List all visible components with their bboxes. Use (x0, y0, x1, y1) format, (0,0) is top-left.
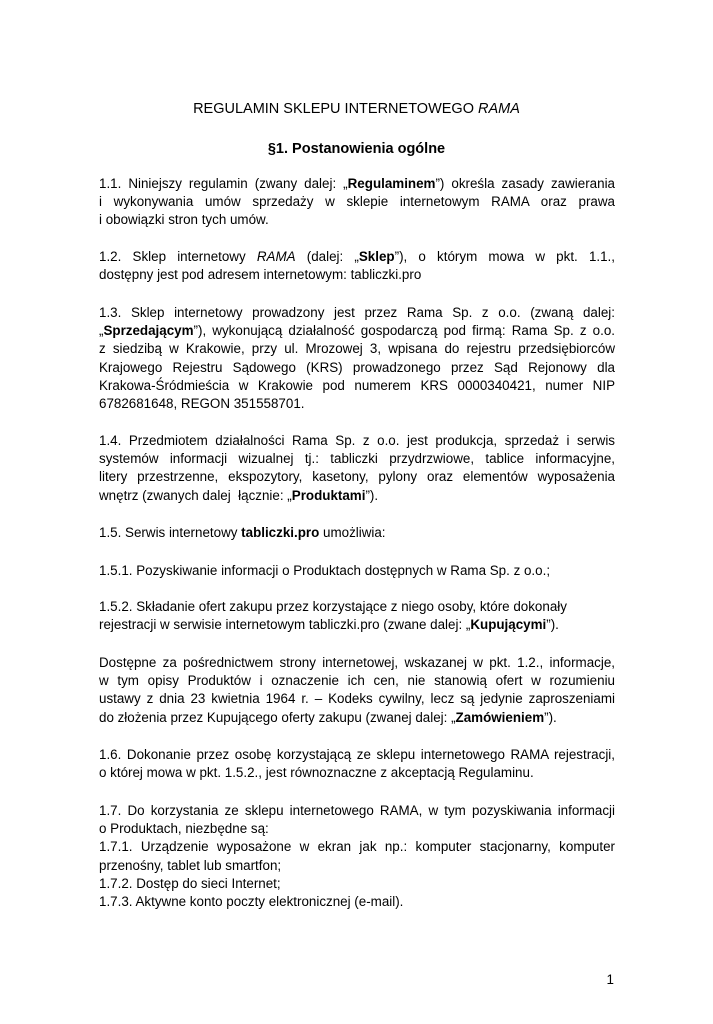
text-line: 1.4. Przedmiotem działalności Rama Sp. z o.o. jest produkcja, sprzedaż i serwis (99, 433, 615, 448)
text-line: 1.7.3. Aktywne konto poczty elektronicznej (e-mail). (99, 894, 404, 910)
text-line: dostępny jest pod adresem internetowym: tabliczki.pro (99, 267, 422, 283)
paragraph-1-6 (99, 746, 615, 782)
section-heading: §1. Postanowienia ogólne (267, 141, 446, 157)
text-line: Krakowa-Śródmieścia w Krakowie pod numerem KRS 0000340421, numer NIP (99, 377, 615, 393)
text-line: 1.7. Do korzystania ze sklepu internetowego RAMA, w tym pozyskiwania informacji (99, 803, 615, 818)
text-line: rejestracji w serwisie internetowym tabliczki.pro (zwane dalej: „Kupującymi”). (99, 617, 559, 633)
text-line: wnętrz (zwanych dalej łącznie: „Produktami”). (99, 487, 379, 503)
text-line: 1.7.2. Dostęp do sieci Internet; (99, 875, 281, 891)
text-line: 6782681648, REGON 351558701. (99, 396, 305, 412)
page-number: 1 (606, 972, 614, 987)
paragraph-dostepne (99, 654, 615, 727)
paragraph-1-3 (99, 304, 615, 413)
text-line: 1.1. Niniejszy regulamin (zwany dalej: „Regulaminem”) określa zasady zawierania (99, 176, 615, 191)
text-line: systemów informacji wizualnej tj.: tabliczki przydrzwiowe, tablice informacyjne, (99, 451, 615, 467)
text-line: Krajowego Rejestru Sądowego (KRS) prowadzonego przez Sąd Rejonowy dla (99, 359, 615, 375)
paragraph-1-4 (99, 432, 615, 505)
text-line: „Sprzedającym”), wykonującą działalność gospodarczą pod firmą: Rama Sp. z o.o. (99, 323, 615, 339)
text-line: 1.5. Serwis internetowy tabliczki.pro umożliwia: (99, 525, 386, 540)
paragraph-1-5-2 (99, 598, 615, 634)
text-line: i wykonywania umów sprzedaży w sklepie internetowym RAMA oraz prawa (99, 194, 615, 210)
paragraph-1-1 (99, 175, 615, 230)
paragraph-1-7 (99, 802, 615, 911)
title-italic-text: RAMA (478, 101, 520, 117)
text-line: przenośny, tablet lub smartfon; (99, 857, 282, 873)
text-line: z siedzibą w Krakowie, przy ul. Mrozowej 3, wpisana do rejestru przedsiębiorców (99, 341, 615, 357)
text-line: do złożenia przez Kupującego oferty zakupu (zwanej dalej: „Zamówieniem”). (99, 709, 557, 725)
paragraph-1-2 (99, 248, 615, 284)
text-line: i obowiązki stron tych umów. (99, 212, 269, 228)
text-line: w tym opisy Produktów i oznaczenie ich cen, nie stanowią ofert w rozumieniu (99, 673, 615, 689)
text-line: o Produktach, niezbędne są: (99, 821, 269, 837)
document-title (0, 100, 713, 118)
paragraph-1-5-1 (99, 562, 615, 580)
text-line: 1.3. Sklep internetowy prowadzony jest przez Rama Sp. z o.o. (zwaną dalej: (99, 305, 615, 320)
paragraph-1-5 (99, 524, 615, 542)
text-line: 1.7.1. Urządzenie wyposażone w ekran jak np.: komputer stacjonarny, komputer (99, 839, 615, 855)
text-line: litery przestrzenne, ekspozytory, kasetony, pylony oraz elementów wyposażenia (99, 469, 615, 485)
text-line: Dostępne za pośrednictwem strony internetowej, wskazanej w pkt. 1.2., informacje, (99, 655, 615, 670)
text-line: 1.5.1. Pozyskiwanie informacji o Produktach dostępnych w Rama Sp. z o.o.; (99, 563, 551, 578)
title-text: REGULAMIN SKLEPU INTERNETOWEGO (193, 101, 479, 117)
text-line: 1.2. Sklep internetowy RAMA (dalej: „Sklep”), o którym mowa w pkt. 1.1., (99, 249, 615, 264)
text-line: 1.6. Dokonanie przez osobę korzystającą ze sklepu internetowego RAMA rejestracji, (99, 747, 615, 762)
text-line: 1.5.2. Składanie ofert zakupu przez korzystające z niego osoby, które dokonały (99, 599, 567, 614)
text-line: ustawy z dnia 23 kwietnia 1964 r. – Kodeks cywilny, lecz są jedynie zaproszeniami (99, 691, 615, 707)
text-line: o której mowa w pkt. 1.5.2., jest równoznaczne z akceptacją Regulaminu. (99, 765, 534, 781)
